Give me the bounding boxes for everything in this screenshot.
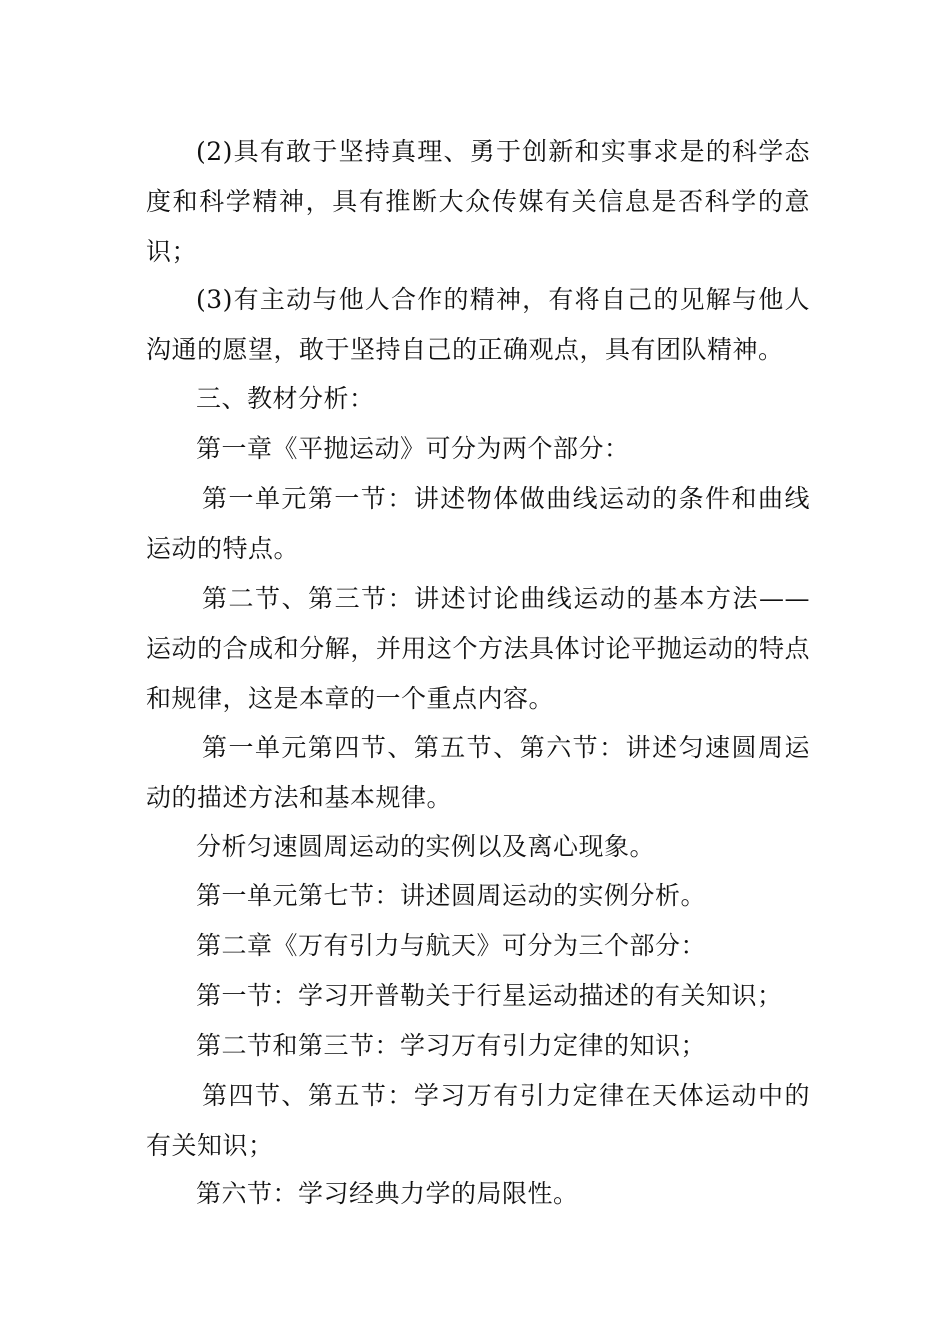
paragraph-ch2-sections-2-3: 第二节和第三节：学习万有引力定律的知识；: [196, 1031, 707, 1060]
paragraph-objective-2: (2)具有敢于坚持真理、勇于创新和实事求是的科学态度和科学精神，具有推断大众传媒有关信息是否科学的意识；: [146, 137, 810, 266]
paragraph-ch2-section-6: 第六节：学习经典力学的局限性。: [196, 1179, 579, 1208]
paragraph-chapter-1-intro: 第一章《平抛运动》可分为两个部分：: [196, 434, 630, 463]
paragraph-objective-3: (3)有主动与他人合作的精神，有将自己的见解与他人沟通的愿望，敢于坚持自己的正确观点，具有团队精神。: [146, 285, 810, 364]
paragraph-section-7: 第一单元第七节：讲述圆周运动的实例分析。: [196, 881, 707, 910]
paragraph-ch2-section-1: 第一节：学习开普勒关于行星运动描述的有关知识；: [196, 981, 783, 1010]
paragraph-chapter-2-intro: 第二章《万有引力与航天》可分为三个部分：: [196, 931, 707, 960]
paragraph-ch2-sections-4-5: 第四节、第五节：学习万有引力定律在天体运动中的有关知识；: [146, 1081, 810, 1160]
paragraph-circular-motion-examples: 分析匀速圆周运动的实例以及离心现象。: [196, 832, 656, 861]
section-heading-textbook-analysis: 三、教材分析：: [196, 384, 375, 413]
paragraph-sections-4-6: 第一单元第四节、第五节、第六节：讲述匀速圆周运动的描述方法和基本规律。: [146, 733, 810, 812]
paragraph-unit-1-section-1: 第一单元第一节：讲述物体做曲线运动的条件和曲线运动的特点。: [146, 484, 810, 563]
paragraph-sections-2-3: 第二节、第三节：讲述讨论曲线运动的基本方法——运动的合成和分解，并用这个方法具体讨论平抛运动的特点和规律，这是本章的一个重点内容。: [146, 584, 810, 713]
